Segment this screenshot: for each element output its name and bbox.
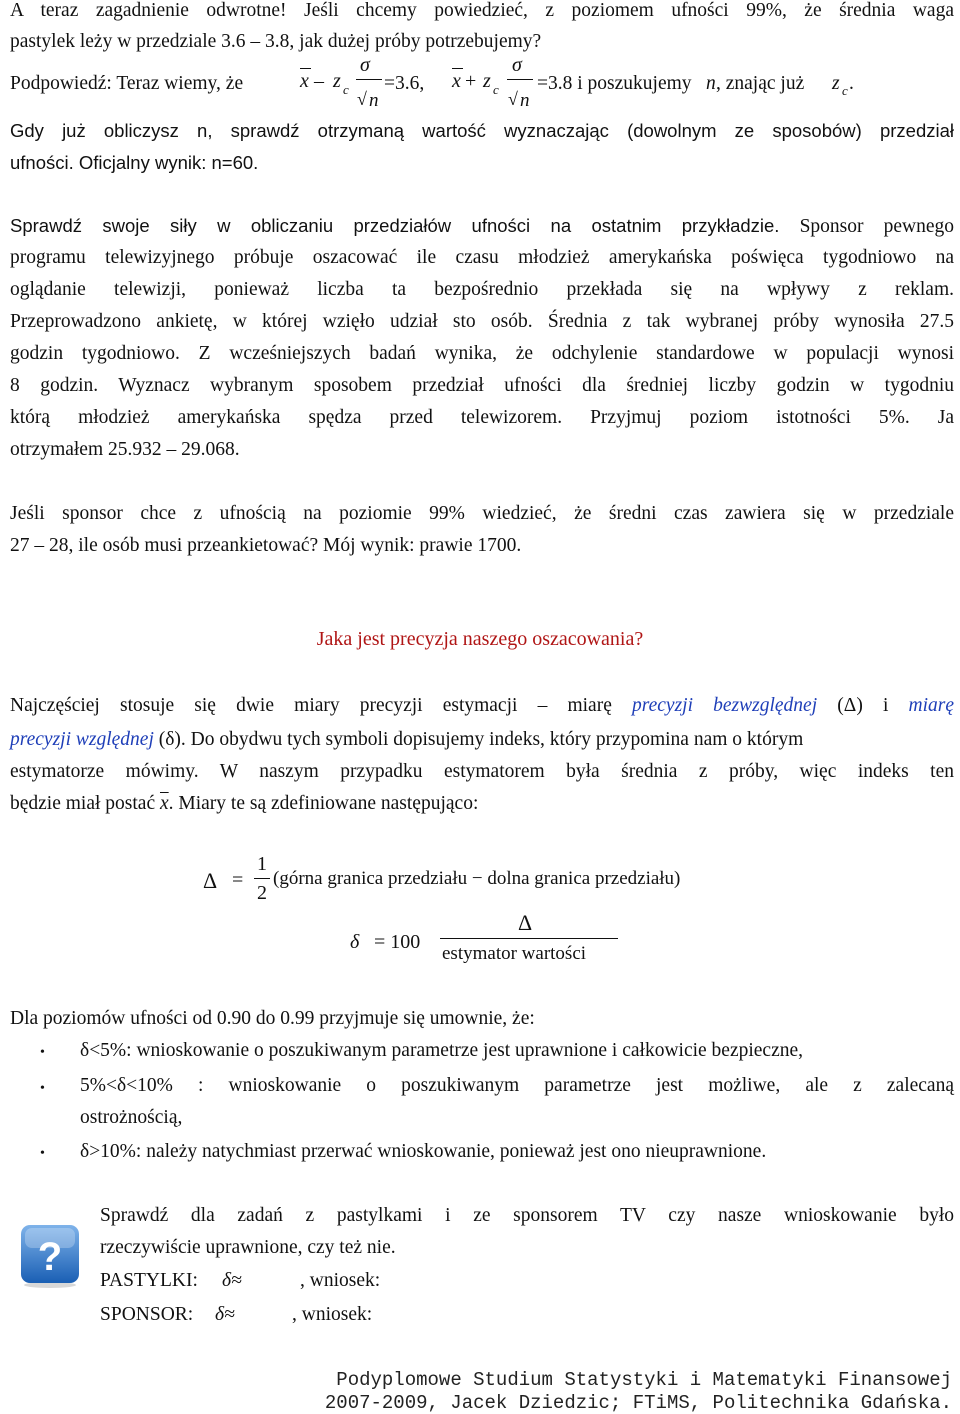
fraction-bar	[356, 79, 382, 80]
fraction-numerator: 1	[257, 853, 267, 875]
fraction-bar	[507, 79, 533, 80]
footer-line: Podyplomowe Studium Statystyki i Matematyki Finansowej	[336, 1369, 952, 1391]
fraction-denominator: 2	[257, 882, 267, 904]
bullet: •	[40, 1045, 45, 1060]
fraction-denominator: estymator wartości	[442, 943, 587, 964]
equals-value-1: =3.6,	[384, 73, 425, 94]
text-line: A teraz zagadnienie odwrotne! Jeśli chcemy powiedzieć, z poziomem ufności 99%, że średnia waga	[10, 0, 954, 21]
text-line	[10, 729, 954, 751]
text-line: pastylek leży w przedziale 3.6 – 3.8, jak dużej próby potrzebujemy?	[10, 31, 542, 52]
term-measure: miarę	[908, 695, 955, 716]
exercise-intro: Sprawdź swoje siły w obliczaniu przedziałów ufności na ostatnim przykładzie.	[10, 215, 780, 236]
text-line	[10, 215, 954, 238]
text-span: (Δ) i	[837, 695, 889, 716]
text-line: Gdy już obliczysz n, sprawdź otrzymaną wartość wyznaczając (dowolnym ze sposobów) przedział	[10, 120, 954, 141]
fraction-bar	[254, 878, 270, 879]
text-line: oglądanie telewizji, ponieważ liczba ta bezpośrednio przekłada się na wpływy z reklam.	[10, 279, 954, 300]
x-bar-symbol: $\overline{x}$	[159, 793, 169, 814]
fraction-numerator: Δ	[518, 910, 533, 935]
text-span: Najczęściej stosuje się dwie miary precyzji estymacji – miarę	[10, 695, 612, 716]
term-relative-precision: precyzji względnej	[10, 729, 154, 750]
hint-suffix: , znając już	[716, 73, 805, 94]
text-line	[10, 793, 954, 815]
text-line: Przeprowadzono ankietę, w której wzięło udział sto osób. Średnia z tak wybranej próby wynosiła 27.5	[10, 311, 954, 332]
sigma-symbol: σ	[360, 54, 370, 76]
question-mark-icon	[20, 1215, 80, 1289]
n-variable: n	[706, 73, 716, 94]
bullet: •	[40, 1081, 45, 1096]
plus-sign: +	[465, 70, 477, 92]
section-heading: Jaka jest precyzja naszego oszacowania?	[316, 628, 644, 650]
sqrt-sign: √	[357, 89, 367, 109]
equals-value-2: =3.8 i poszukujemy	[537, 73, 692, 94]
text-line: którą młodzież amerykańska spędza przed telewizorem. Przyjmuj poziom istotności 5%. Ja	[10, 407, 954, 428]
delta-small-symbol: δ	[350, 931, 360, 953]
period: .	[849, 73, 854, 94]
delta-approx: δ≈	[222, 1270, 242, 1291]
wniosek-label: , wniosek:	[300, 1270, 381, 1291]
text-span: . Miary te są zdefiniowane następująco:	[168, 793, 479, 814]
bullet: •	[40, 1146, 45, 1161]
list-item: 5%<δ<10% : wnioskowanie o poszukiwanym parametrze jest możliwe, ale z zalecaną	[80, 1075, 954, 1096]
text-line: estymatorze mówimy. W naszym przypadku estymatorem była średnia z próby, więc indeks ten	[10, 761, 954, 782]
text-line: 27 – 28, ile osób musi przeankietować? Mój wynik: prawie 1700.	[10, 535, 522, 556]
list-item: δ<5%: wnioskowanie o poszukiwanym parametrze jest uprawnione i całkowicie bezpieczne,	[80, 1040, 804, 1061]
overline	[452, 68, 463, 69]
minus-sign: –	[314, 70, 324, 92]
n-symbol: n	[520, 90, 530, 111]
text-span: Sponsor pewnego	[799, 216, 954, 237]
text-line	[10, 695, 954, 717]
text-line: Sprawdź dla zadań z pastylkami i ze sponsorem TV czy nasze wnioskowanie było	[100, 1205, 954, 1226]
wniosek-label: , wniosek:	[292, 1304, 373, 1325]
equals-sign: =	[232, 869, 244, 891]
c-subscript: c	[343, 82, 349, 97]
equals-hundred: = 100	[374, 931, 421, 953]
text-span: będzie miał postać	[10, 793, 156, 814]
text-span: (δ). Do obydwu tych symboli dopisujemy indeks, który przypomina nam o którym	[158, 729, 804, 750]
overline	[300, 68, 311, 69]
footer-line: 2007-2009, Jacek Dziedzic; FTiMS, Politechnika Gdańska.	[324, 1392, 952, 1414]
sponsor-label: SPONSOR:	[100, 1304, 194, 1325]
pastylki-label: PASTYLKI:	[100, 1270, 198, 1291]
delta-symbol: Δ	[203, 868, 218, 893]
text-line: rzeczywiście uprawnione, czy też nie.	[100, 1237, 396, 1258]
x-bar-symbol: x	[452, 70, 461, 92]
sigma-symbol: σ	[512, 54, 522, 76]
list-item: δ>10%: należy natychmiast przerwać wnioskowanie, ponieważ jest ono nieuprawnione.	[80, 1141, 767, 1162]
svg-text:?: ?	[37, 1235, 63, 1279]
text-line: ufności. Oficjalny wynik: n=60.	[10, 152, 259, 173]
text-line: 8 godzin. Wyznacz wybranym sposobem przedział ufności dla średniej liczby godzin w tygodniu	[10, 375, 954, 396]
z-symbol: z	[483, 70, 491, 92]
n-symbol: n	[369, 90, 379, 111]
text-line: otrzymałem 25.932 – 29.068.	[10, 439, 240, 460]
text-line: Dla poziomów ufności od 0.90 do 0.99 przyjmuje się umownie, że:	[10, 1008, 535, 1029]
list-item-continuation: ostrożnością,	[80, 1107, 183, 1128]
x-bar-symbol: x	[300, 70, 309, 92]
text-line: programu telewizyjnego próbuje oszacować ile czasu młodzież amerykańska poświęca tygodniowo na	[10, 247, 954, 268]
delta-approx: δ≈	[215, 1304, 235, 1325]
c-subscript: c	[493, 82, 499, 97]
z-symbol: z	[832, 73, 840, 94]
z-symbol: z	[333, 70, 341, 92]
hint-prefix: Podpowiedź: Teraz wiemy, że	[10, 73, 244, 94]
sqrt-sign: √	[508, 89, 518, 109]
term-absolute-precision: precyzji bezwzględnej	[632, 695, 818, 716]
text-line: godzin tygodniowo. Z wcześniejszych badań wynika, że odchylenie standardowe w populacji wynosi	[10, 343, 954, 364]
text-line: Jeśli sponsor chce z ufnością na poziomie 99% wiedzieć, że średni czas zawiera się w przedziale	[10, 503, 954, 524]
formula-body: (górna granica przedziału − dolna granica przedziału)	[273, 868, 681, 889]
fraction-bar	[440, 938, 618, 939]
c-subscript: c	[842, 83, 848, 98]
